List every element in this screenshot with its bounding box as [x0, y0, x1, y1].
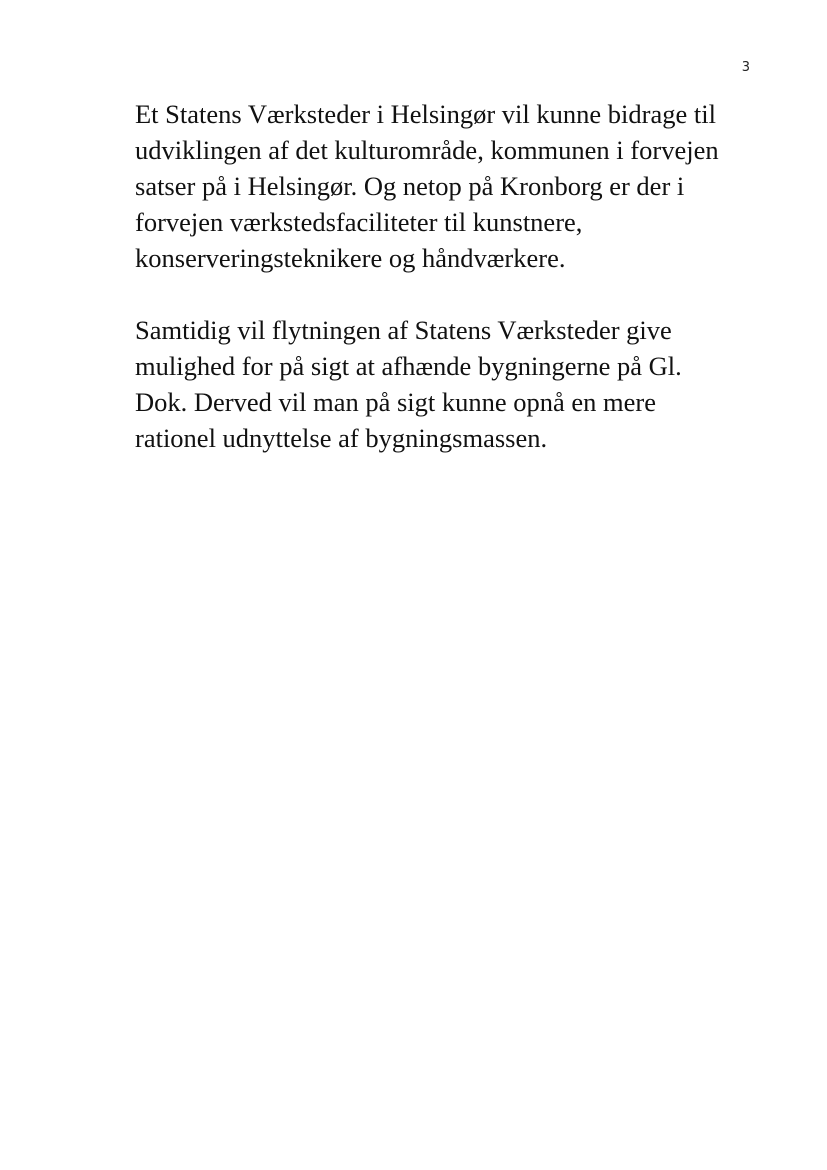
page-number: 3 — [741, 60, 750, 75]
text-line: Samtidig vil flytningen af Statens Værksteder give — [135, 315, 672, 345]
text-line: forvejen værkstedsfaciliteter til kunstnere, — [135, 207, 583, 237]
text-line: konserveringsteknikere og håndværkere. — [135, 243, 566, 273]
text-line: mulighed for på sigt at afhænde bygningerne på Gl. — [135, 351, 682, 381]
text-line: satser på i Helsingør. Og netop på Kronborg er der i — [135, 171, 685, 201]
text-line: rationel udnyttelse af bygningsmassen. — [135, 423, 548, 453]
text-line: Et Statens Værksteder i Helsingør vil kunne bidrage til — [135, 99, 716, 129]
text-line: Dok. Derved vil man på sigt kunne opnå en mere — [135, 387, 657, 417]
paragraph-1 — [135, 96, 775, 276]
text-line: udviklingen af det kulturområde, kommunen i forvejen — [135, 135, 719, 165]
body-text — [135, 96, 775, 492]
paragraph-2 — [135, 312, 775, 456]
